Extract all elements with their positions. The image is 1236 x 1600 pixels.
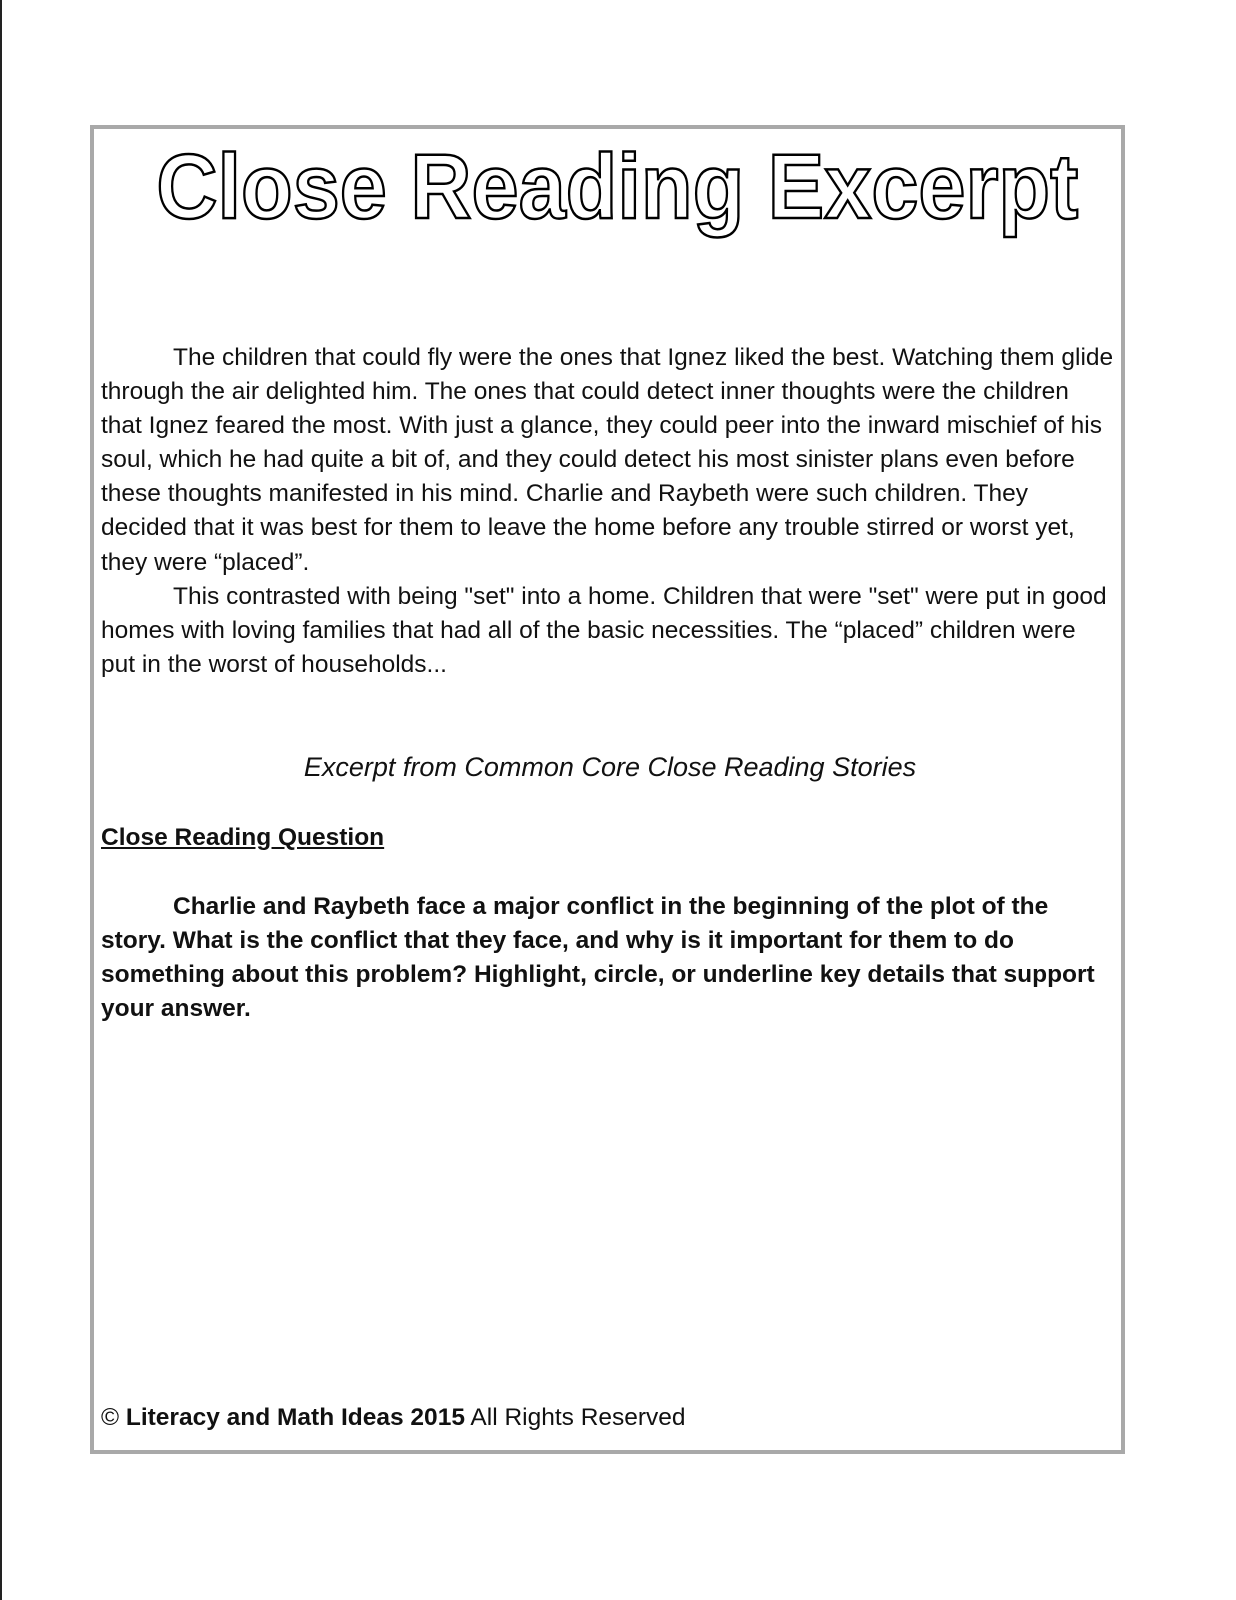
- worksheet-border: [90, 125, 1125, 1454]
- question-heading: Close Reading Question: [101, 824, 385, 851]
- story-excerpt: [101, 341, 1116, 682]
- story-paragraph: This contrasted with being "set" into a home. Children that were "set" were put in good homes with loving families that had all of the basic necessities. The “placed” children were put in the worst of households...: [101, 582, 1107, 678]
- question-prompt: Charlie and Raybeth face a major conflict in the beginning of the plot of the story. What is the conflict that they face, and why is it important for them to do something about this problem? Highlight, circle, or underline key details that support your answer.: [101, 893, 1095, 1022]
- excerpt-source: Excerpt from Common Core Close Reading Stories: [303, 752, 917, 782]
- copyright-symbol: ©: [101, 1404, 120, 1431]
- copyright-owner: Literacy and Math Ideas 2015: [125, 1404, 465, 1431]
- story-paragraph: The children that could fly were the ones that Ignez liked the best. Watching them glide through the air delighted him. The ones that could detect inner thoughts were the children that Ignez feared the most. With just a glance, they could peer into the inward mischief of his soul, which he had quite a bit of, and they could detect his most sinister plans even before these thoughts manifested in his mind. Charlie and Raybeth were such children. They decided that it was best for them to leave the home before any trouble stirred or worst yet, they were “placed”.: [101, 344, 1114, 576]
- worksheet-title: Close Reading Excerpt: [156, 136, 1079, 238]
- copyright-footer: [101, 1402, 686, 1434]
- copyright-rights: All Rights Reserved: [470, 1404, 686, 1431]
- page-left-edge: [0, 0, 2, 1600]
